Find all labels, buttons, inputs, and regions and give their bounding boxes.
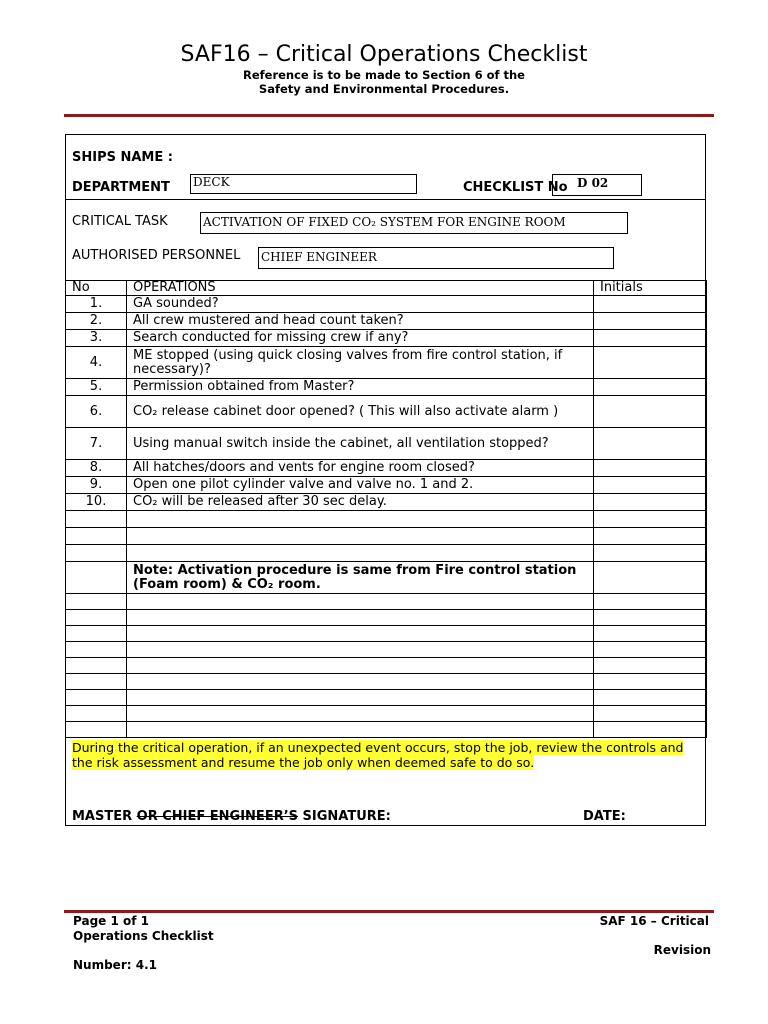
operation-text [127,706,594,722]
table-row [66,494,707,511]
operation-text [127,722,594,738]
initials-cell[interactable] [594,658,707,674]
operation-text [127,528,594,545]
operation-text [127,674,594,690]
operation-text: GA sounded? [127,296,594,313]
table-row [66,477,707,494]
empty-row [66,545,707,562]
initials-cell[interactable] [594,477,707,494]
initials-cell[interactable] [594,313,707,330]
signature-struck-text: OR CHIEF ENGINEER’S [136,809,299,824]
empty-row [66,642,707,658]
document-title: SAF16 – Critical Operations Checklist [180,42,588,67]
row-number [66,658,127,674]
operation-text: ME stopped (using quick closing valves from fire control station, if necessary)? [127,347,594,379]
table-row [66,428,707,460]
signature-label: SIGNATURE: [298,809,391,824]
row-number: 6. [66,396,127,428]
table-row [66,379,707,396]
operation-text [127,626,594,642]
row-number: 5. [66,379,127,396]
table-row [66,347,707,379]
initials-cell[interactable] [594,610,707,626]
initials-cell[interactable] [594,511,707,528]
row-number: 1. [66,296,127,313]
checklist-frame [65,134,706,826]
footer-doc-name: Operations Checklist [73,929,214,943]
header-initials: Initials [594,281,707,296]
initials-cell[interactable] [594,528,707,545]
checklist-no-label: CHECKLIST No [463,180,568,195]
row-number [66,610,127,626]
row-number [66,722,127,738]
empty-row [66,706,707,722]
footer-ref: SAF 16 – Critical [599,914,709,928]
row-number: 3. [66,330,127,347]
initials-cell[interactable] [594,428,707,460]
table-row [66,396,707,428]
operation-text: All hatches/doors and vents for engine room closed? [127,460,594,477]
operation-text [127,545,594,562]
empty-row [66,594,707,610]
date-label: DATE: [583,809,626,824]
operation-text: All crew mustered and head count taken? [127,313,594,330]
initials-cell[interactable] [594,347,707,379]
header-operations: OPERATIONS [127,281,594,296]
authorised-personnel-field[interactable]: CHIEF ENGINEER [258,247,614,269]
table-row [66,460,707,477]
row-number [66,562,127,594]
operation-text: Using manual switch inside the cabinet, all ventilation stopped? [127,428,594,460]
document-subtitle [0,68,768,96]
row-number [66,545,127,562]
subtitle-line-2: Safety and Environmental Procedures. [258,82,510,96]
operation-text [127,594,594,610]
operation-text: Search conducted for missing crew if any? [127,330,594,347]
row-number: 8. [66,460,127,477]
signature-line [72,809,391,824]
table-row [66,313,707,330]
row-number [66,594,127,610]
safety-warning: During the critical operation, if an unexpected event occurs, stop the job, review the controls and the risk assessment and resume the job only when deemed safe to do so. [72,740,684,770]
initials-cell[interactable] [594,545,707,562]
row-number [66,690,127,706]
empty-row [66,626,707,642]
initials-cell[interactable] [594,706,707,722]
row-number [66,674,127,690]
footer-page: Page 1 of 1 [73,914,149,928]
footer-number: Number: 4.1 [73,958,157,972]
operation-text: Open one pilot cylinder valve and valve no. 1 and 2. [127,477,594,494]
initials-cell[interactable] [594,674,707,690]
authorised-personnel-label: AUTHORISED PERSONNEL [72,248,241,263]
initials-cell[interactable] [594,460,707,477]
empty-row [66,690,707,706]
footer-rule [64,910,714,913]
header-rule [64,114,714,117]
row-number: 10. [66,494,127,511]
empty-row [66,658,707,674]
ships-name-label: SHIPS NAME : [72,150,173,165]
table-row [66,296,707,313]
operation-text: Permission obtained from Master? [127,379,594,396]
initials-cell[interactable] [594,330,707,347]
signature-master: MASTER [72,809,137,824]
operation-text [127,642,594,658]
initials-cell[interactable] [594,494,707,511]
initials-cell[interactable] [594,626,707,642]
row-number: 2. [66,313,127,330]
note-row [66,562,707,594]
empty-row [66,511,707,528]
activation-note: Note: Activation procedure is same from Fire control station (Foam room) & CO₂ room. [127,562,594,594]
row-number: 4. [66,347,127,379]
row-number [66,642,127,658]
department-field[interactable]: DECK [190,174,417,194]
operation-text: CO₂ will be released after 30 sec delay. [127,494,594,511]
row-number [66,511,127,528]
initials-cell[interactable] [594,396,707,428]
table-row [66,330,707,347]
header-no: No [66,281,127,296]
critical-task-field[interactable]: ACTIVATION OF FIXED CO₂ SYSTEM FOR ENGINE ROOM [200,212,628,234]
row-number [66,626,127,642]
empty-row [66,528,707,545]
initials-cell[interactable] [594,594,707,610]
section-divider [66,199,705,200]
initials-cell[interactable] [594,296,707,313]
operation-text [127,690,594,706]
subtitle-line-1: Reference is to be made to Section 6 of the [243,68,525,82]
empty-row [66,610,707,626]
initials-cell[interactable] [594,379,707,396]
row-number [66,706,127,722]
empty-row [66,674,707,690]
critical-task-label: CRITICAL TASK [72,214,168,229]
operation-text [127,511,594,528]
row-number: 7. [66,428,127,460]
row-number: 9. [66,477,127,494]
checklist-no-field[interactable]: D 02 [552,174,642,196]
operation-text: CO₂ release cabinet door opened? ( This will also activate alarm ) [127,396,594,428]
initials-cell[interactable] [594,722,707,738]
initials-cell[interactable] [594,562,707,594]
initials-cell[interactable] [594,642,707,658]
department-label: DEPARTMENT [72,180,170,195]
initials-cell[interactable] [594,690,707,706]
empty-row [66,722,707,738]
operation-text [127,658,594,674]
operations-table [65,280,707,738]
footer-revision: Revision [653,943,711,957]
row-number [66,528,127,545]
operation-text [127,610,594,626]
